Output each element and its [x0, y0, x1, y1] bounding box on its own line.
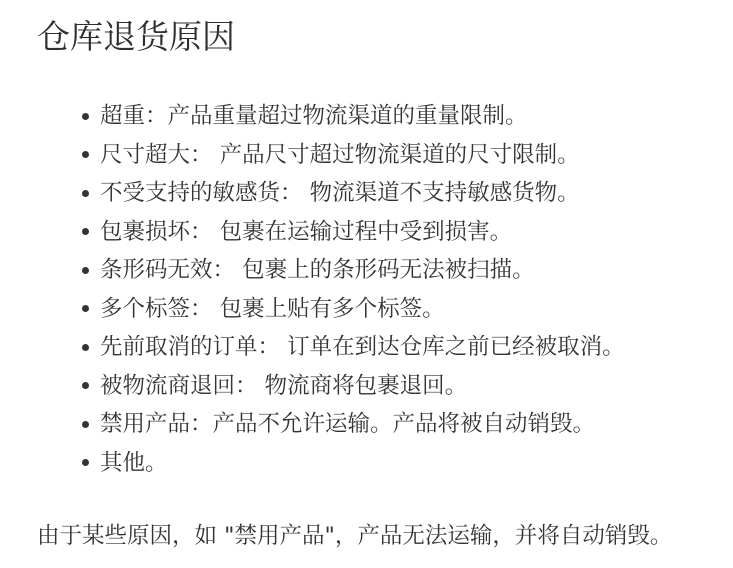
page-title: 仓库退货原因 [37, 17, 235, 56]
bullet-icon [78, 290, 100, 329]
bullet-icon [78, 136, 100, 175]
list-item-text: 被物流商退回： 物流商将包裹退回。 [100, 372, 468, 399]
bullet-icon [78, 251, 100, 290]
bullet-icon [78, 367, 100, 406]
list-item-text: 先前取消的订单： 订单在到达仓库之前已经被取消。 [100, 334, 625, 360]
list-item-text: 超重：产品重量超过物流渠道的重量限制。 [100, 103, 528, 129]
footer-note: 由于某些原因，如 "禁用产品"，产品无法运输，并将自动销毁。 [37, 523, 673, 549]
list-item [78, 328, 728, 367]
list-item [78, 444, 728, 483]
bullet-icon [78, 405, 100, 444]
list-item-text: 包裹损坏： 包裹在运输过程中受到损害。 [100, 218, 513, 245]
list-item-text: 不受支持的敏感货： 物流渠道不支持敏感货物。 [100, 180, 580, 206]
list-item [78, 174, 728, 213]
list-item [78, 136, 728, 175]
list-item [78, 290, 728, 329]
list-item-text: 其他。 [100, 449, 168, 476]
list-item [78, 405, 728, 444]
list-item-text: 尺寸超大： 产品尺寸超过物流渠道的尺寸限制。 [100, 141, 580, 168]
bullet-icon [78, 213, 100, 252]
list-item [78, 97, 728, 136]
list-item [78, 213, 728, 252]
list-item-text: 多个标签： 包裹上贴有多个标签。 [100, 295, 445, 322]
bullet-icon [78, 174, 100, 213]
list-item [78, 367, 728, 406]
list-item [78, 251, 728, 290]
list-item-text: 条形码无效： 包裹上的条形码无法被扫描。 [100, 257, 535, 283]
list-item-text: 禁用产品：产品不允许运输。产品将被自动销毁。 [100, 411, 596, 437]
return-reason-list [78, 97, 728, 482]
bullet-icon [78, 444, 100, 483]
bullet-icon [78, 97, 100, 136]
bullet-icon [78, 328, 100, 367]
